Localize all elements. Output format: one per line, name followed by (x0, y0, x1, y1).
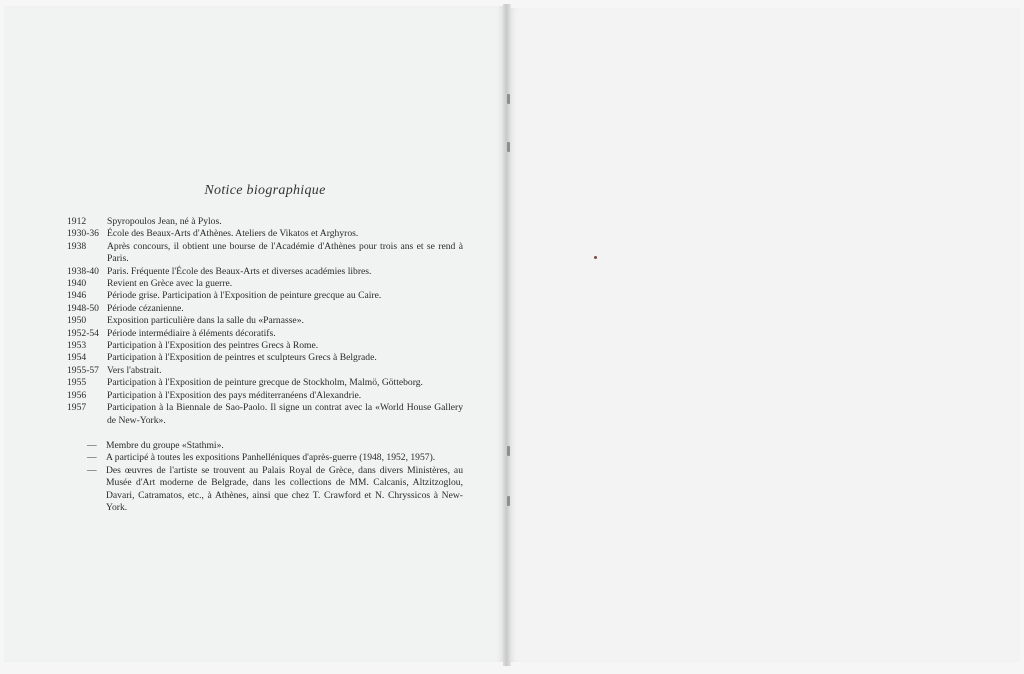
bio-text: Participation à l'Exposition de peintres et sculpteurs Grecs à Belgrade. (107, 352, 377, 364)
bio-text: Vers l'abstrait. (107, 364, 162, 376)
bio-entry (67, 278, 463, 290)
bio-text: Revient en Grèce avec la guerre. (107, 278, 233, 290)
bio-entry (67, 365, 463, 377)
note-item (87, 465, 463, 515)
bio-year: 1938-40 (67, 265, 99, 277)
bio-year: 1952-54 (67, 327, 99, 339)
note-item (87, 440, 463, 452)
bio-text: Période intermédiaire à éléments décoratifs. (107, 327, 276, 339)
bio-entry (67, 266, 463, 278)
note-text: Des œuvres de l'artiste se trouvent au Palais Royal de Grèce, dans divers Ministères, au Musée d'Art moderne de Belgrade, dans les collections de MM. Calcanis, Altzitzoglou, Davari, Catramatos, etc., à Athènes, ainsi que chez T. Crawford et N. Chryssicos à New-York. (106, 464, 463, 514)
bio-year: 1955-57 (67, 364, 99, 376)
bio-text: École des Beaux-Arts d'Athènes. Ateliers de Vikatos et Arghyros. (107, 228, 359, 240)
bio-text: Paris. Fréquente l'École des Beaux-Arts et diverses académies libres. (107, 265, 372, 277)
bio-text: Exposition particulière dans la salle du «Parnasse». (107, 315, 304, 327)
bio-text: Période cézanienne. (107, 302, 184, 314)
right-page-blank (510, 8, 1020, 662)
bio-entry (67, 377, 463, 389)
biography-list (67, 216, 463, 427)
bio-year: 1940 (67, 278, 87, 290)
note-dash: — (87, 452, 97, 464)
bio-entry (67, 228, 463, 240)
bio-entry (67, 402, 463, 427)
bio-text: Après concours, il obtient une bourse de l'Académie d'Athènes pour trois ans et se rend à Paris. (107, 240, 463, 265)
bio-year: 1950 (67, 315, 87, 327)
bio-text: Participation à l'Exposition de peinture grecque de Stockholm, Malmö, Götteborg. (107, 377, 423, 389)
bio-entry (67, 241, 463, 266)
bio-year: 1957 (67, 402, 87, 414)
bio-text: Spyropoulos Jean, né à Pylos. (107, 216, 222, 227)
bio-year: 1946 (67, 290, 87, 302)
bio-entry (67, 340, 463, 352)
bio-year: 1954 (67, 352, 87, 364)
bio-year: 1938 (67, 240, 87, 252)
note-text: A participé à toutes les expositions Panhelléniques d'après-guerre (1948, 1952, 1957). (106, 452, 436, 464)
bio-text: Participation à l'Exposition des peintres Grecs à Rome. (107, 340, 319, 352)
bio-year: 1955 (67, 377, 87, 389)
note-text: Membre du groupe «Stathmi». (106, 440, 224, 451)
bio-year: 1912 (67, 216, 87, 227)
bio-entry (67, 328, 463, 340)
bio-year: 1953 (67, 340, 87, 352)
bio-entry (67, 315, 463, 327)
bio-year: 1956 (67, 389, 87, 401)
bio-entry (67, 390, 463, 402)
bio-text: Période grise. Participation à l'Exposition de peinture grecque au Caire. (107, 290, 382, 302)
speck-mark (594, 256, 597, 259)
bio-year: 1930-36 (67, 228, 99, 240)
bio-entry (67, 303, 463, 315)
bio-year: 1948-50 (67, 302, 99, 314)
bio-entry (67, 216, 463, 228)
notes-list (87, 440, 463, 514)
page-title: Notice biographique (204, 183, 326, 198)
note-dash: — (87, 464, 97, 476)
bio-text: Participation à la Biennale de Sao-Paolo. Il signe un contrat avec la «World House Gallery de New-York». (107, 402, 463, 426)
bio-entry (67, 352, 463, 364)
bio-text: Participation à l'Exposition des pays méditerranéens d'Alexandrie. (107, 389, 362, 401)
bio-entry (67, 290, 463, 302)
note-item (87, 452, 463, 464)
note-dash: — (87, 440, 97, 451)
